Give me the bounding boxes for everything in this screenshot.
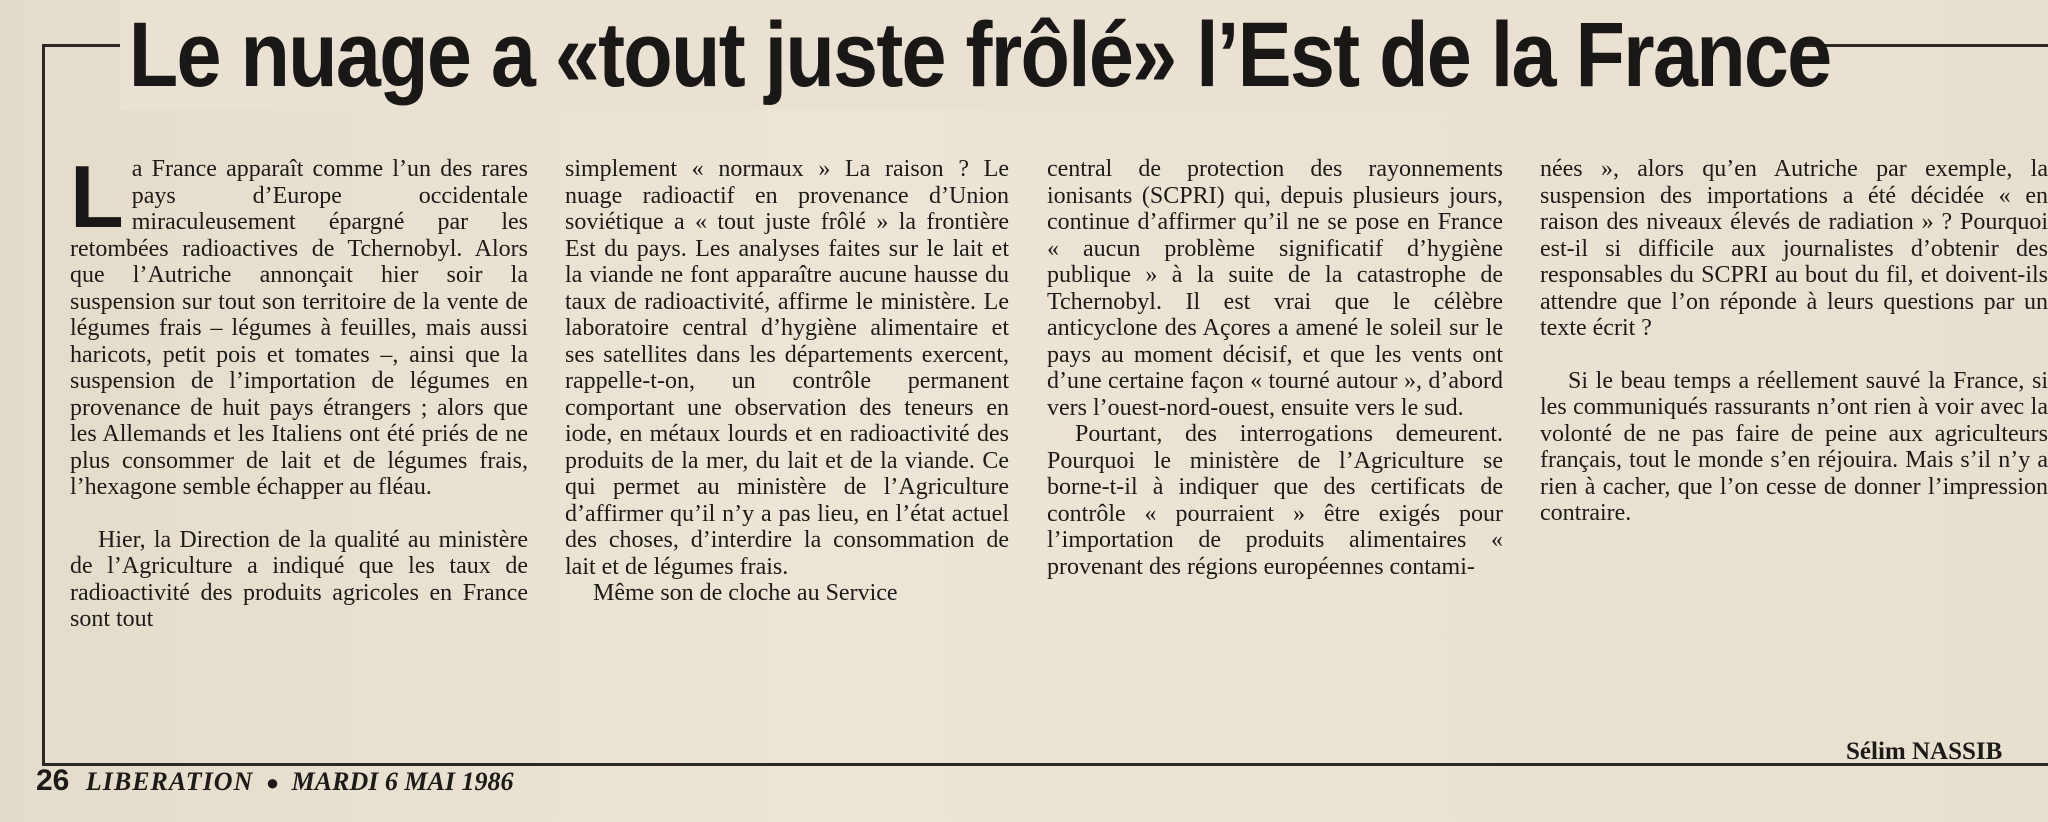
paragraph: simplement « normaux » La raison ? Le nuage radioactif en provenance d’Union soviétique a « tout juste frôlé » la frontière Est du pays. Les analyses faites sur le lait et la viande ne font apparaître aucune hausse du taux de radioactivité, affirme le ministère. Le laboratoire central d’hygiène alimentaire et ses satellites dans les départements exercent, rappelle-t-on, un contrôle permanent comportant une observation des teneurs en iode, en métaux lourds et en radioactivité des produits de la mer, du lait et de la viande. Ce qui permet au ministère de l’Agriculture d’affirmer qu’il n’y a pas lieu, en l’état actuel des choses, d’interdire la consommation de lait et de légumes frais.: [565, 156, 1009, 580]
bullet-separator: ●: [265, 770, 280, 795]
paragraph: nées », alors qu’en Autriche par exemple, la suspension des importations a été décidée « en raison des niveaux élevés de radiation » ? Pourquoi est-il si difficile aux journalistes d’obtenir des responsables du SCPRI au bout du fil, et doivent-ils attendre que l’on réponde à leurs questions par un texte écrit ?: [1540, 156, 2048, 341]
article-column-2: [565, 156, 1009, 736]
paragraph: Si le beau temps a réellement sauvé la France, si les communiqués rassurants n’ont rien à voir avec la volonté de ne pas faire de peine aux agriculteurs français, tout le monde s’en réjouira. Mais s’il n’y a rien à cacher, que l’on cesse de donner l’impression contraire.: [1540, 367, 2048, 526]
page-number: 26: [36, 764, 70, 797]
paragraph: Même son de cloche au Service: [593, 580, 898, 606]
paragraph: Pourtant, des interrogations demeurent. Pourquoi le ministère de l’Agriculture se borne-t-il à indiquer que des certificats de contrôle « pourraient » être exigés pour l’importation de produits alimentaires « provenant des régions européennes contami-: [1047, 421, 1503, 580]
drop-cap: L: [70, 156, 124, 246]
publication-name: LIBERATION: [85, 767, 254, 796]
article-column-1: [70, 156, 528, 736]
author-signature: Sélim NASSIB: [1846, 738, 2003, 765]
paragraph: central de protection des rayonnements ionisants (SCPRI) qui, depuis plusieurs jours, continue d’affirmer qu’il ne se pose en France « aucun problème significatif d’hygiène publique » à la suite de la catastrophe de Tchernobyl. Il est vrai que le célèbre anticyclone des Açores a amené le soleil sur le pays au moment décisif, et que les vents ont d’une certaine façon « tourné autour », d’abord vers l’ouest-nord-ouest, ensuite vers le sud.: [1047, 156, 1503, 421]
paragraph: Hier, la Direction de la qualité au ministère de l’Agriculture a indiqué que les taux de radioactivité des produits agricoles en France sont tout: [70, 526, 528, 632]
paragraph: a France apparaît comme l’un des rares pays d’Europe occidentale miraculeusement épargné par les retombées radioactives de Tchernobyl. Alors que l’Autriche annonçait hier soir la suspension sur tout son territoire de la vente de légumes frais – légumes à feuilles, mais aussi haricots, petit pois et tomates –, ainsi que la suspension de l’importation de légumes en provenance de huit pays étrangers ; alors que les Allemands et les Italiens ont été priés de ne plus consommer de lait et de légumes frais, l’hexagone semble échapper au fléau.: [70, 156, 528, 500]
page-footer: [36, 764, 513, 798]
article-column-4: [1540, 156, 2048, 736]
article-column-3: [1047, 156, 1503, 736]
issue-date: MARDI 6 MAI 1986: [291, 767, 514, 796]
headline: Le nuage a «tout juste frôlé» l’Est de la France: [120, 0, 1801, 110]
